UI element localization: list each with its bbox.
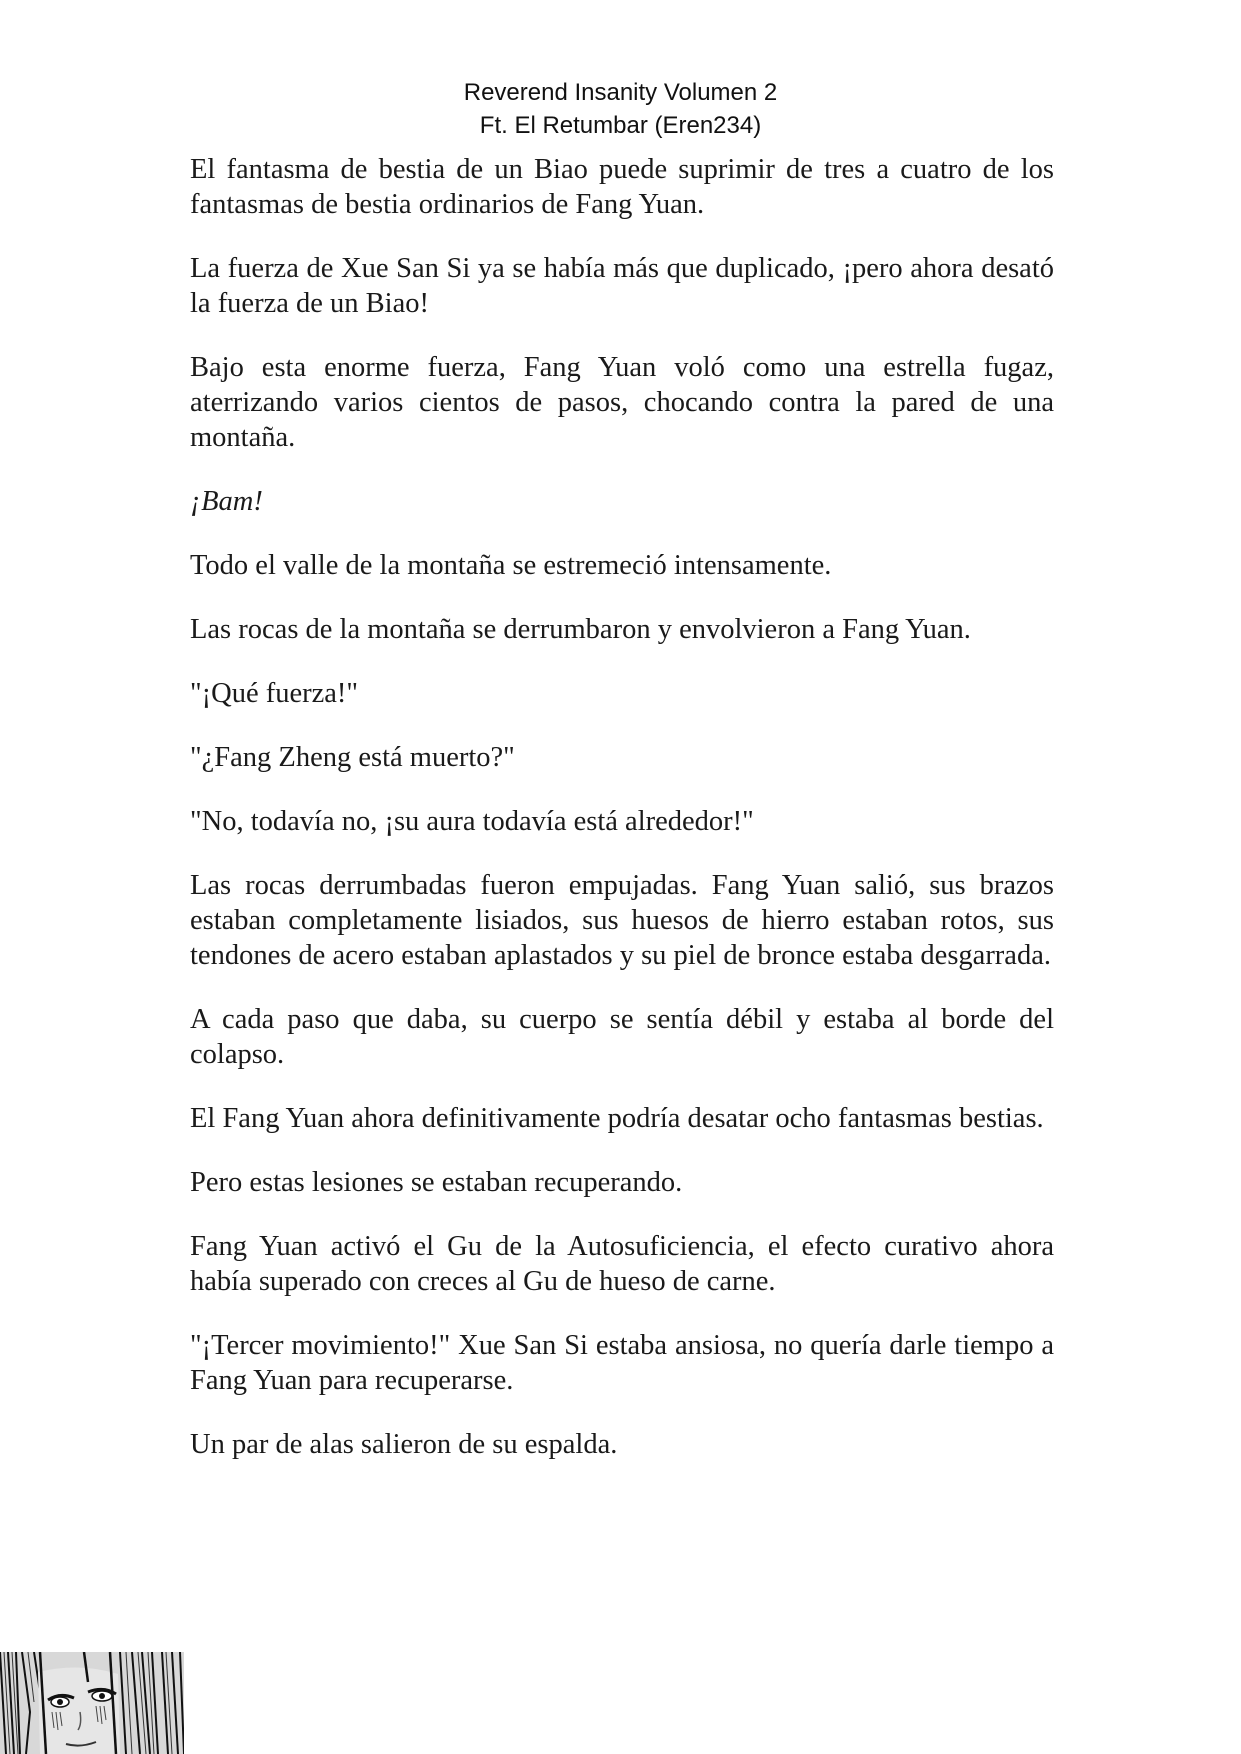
paragraph-sound-effect: ¡Bam! [190,486,263,517]
body-text [190,152,1054,1491]
header-title: Reverend Insanity Volumen 2 [463,79,778,106]
manga-portrait-image [0,1652,184,1754]
paragraph: La fuerza de Xue San Si ya se había más que duplicado, ¡pero ahora desató la fuerza de un Biao! [190,253,1054,319]
paragraph: Fang Yuan activó el Gu de la Autosuficiencia, el efecto curativo ahora había superado con creces al Gu de hueso de carne. [190,1231,1054,1297]
paragraph: Bajo esta enorme fuerza, Fang Yuan voló como una estrella fugaz, aterrizando varios cientos de pasos, chocando contra la pared de una montaña. [190,352,1054,453]
paragraph: El Fang Yuan ahora definitivamente podría desatar ocho fantasmas bestias. [190,1103,1044,1134]
paragraph: Un par de alas salieron de su espalda. [190,1429,618,1460]
paragraph: Todo el valle de la montaña se estremeció intensamente. [190,550,832,581]
paragraph: A cada paso que daba, su cuerpo se sentía débil y estaba al borde del colapso. [190,1004,1054,1070]
header-subtitle: Ft. El Retumbar (Eren234) [479,112,762,139]
paragraph-dialogue: "¿Fang Zheng está muerto?" [190,742,515,773]
manga-portrait-icon [0,1652,184,1754]
paragraph: Las rocas de la montaña se derrumbaron y envolvieron a Fang Yuan. [190,614,971,645]
paragraph-dialogue: "¡Qué fuerza!" [190,678,359,709]
paragraph: Pero estas lesiones se estaban recuperando. [190,1167,683,1198]
paragraph-dialogue: "No, todavía no, ¡su aura todavía está alrededor!" [190,806,754,837]
paragraph: El fantasma de bestia de un Biao puede suprimir de tres a cuatro de los fantasmas de bestia ordinarios de Fang Yuan. [190,154,1054,220]
page-header [0,76,1241,142]
paragraph-dialogue: "¡Tercer movimiento!" Xue San Si estaba ansiosa, no quería darle tiempo a Fang Yuan para recuperarse. [190,1330,1054,1396]
paragraph: Las rocas derrumbadas fueron empujadas. Fang Yuan salió, sus brazos estaban completamente lisiados, sus huesos de hierro estaban rotos, sus tendones de acero estaban aplastados y su piel de bronce estaba desgarrada. [190,870,1054,971]
